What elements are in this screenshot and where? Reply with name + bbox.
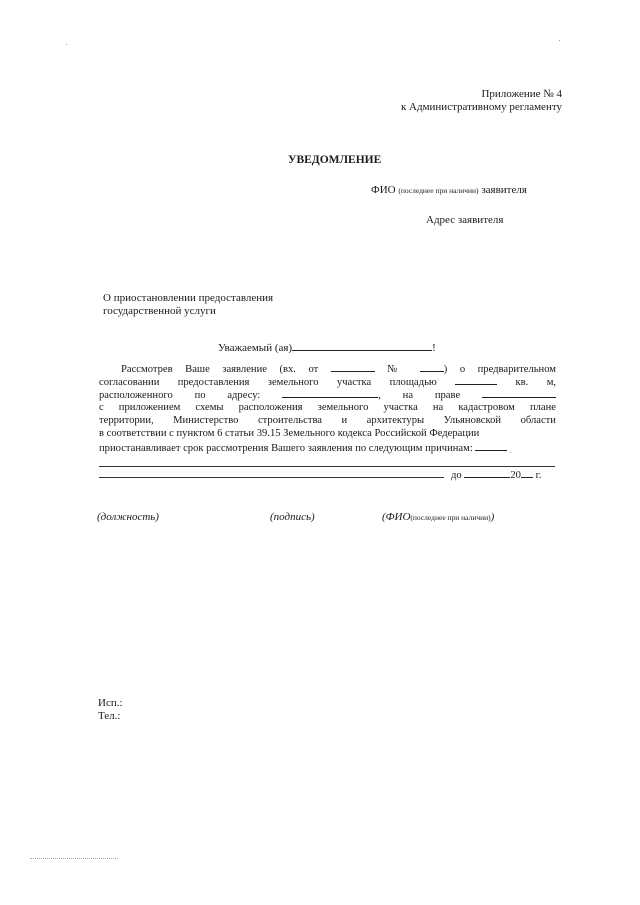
scan-artifact-line (30, 858, 118, 859)
signature-sign: (подпись) (270, 511, 315, 523)
deadline-day-blank (464, 468, 510, 478)
signature-position: (должность) (97, 511, 159, 523)
right-blank (482, 388, 556, 398)
word: архитектуры (366, 415, 425, 426)
word: Ваше (185, 364, 210, 375)
word: согласовании (99, 377, 160, 388)
body-line-6: в соответствии с пунктом 6 статьи 39.15 Земельного кодекса Российской Федерации (99, 428, 480, 439)
reason-line-1 (99, 466, 555, 467)
salutation-end: ! (432, 342, 436, 354)
word: , (378, 390, 381, 401)
word: участка (336, 377, 372, 388)
body-line-7 (99, 441, 507, 455)
word: праве (434, 390, 461, 401)
applicant-address: Адрес заявителя (426, 214, 504, 226)
recipient-name-blank (292, 341, 432, 351)
word: предварительном (477, 364, 557, 375)
signature-fio-note: (последнее при наличии) (410, 513, 491, 522)
date-blank (331, 362, 375, 372)
word: территории, (99, 415, 154, 426)
body-line-4: с приложением схемы расположения земельного участка на кадастровом плане (99, 402, 556, 413)
word: земельного (267, 377, 319, 388)
subject-line-2: государственной услуги (103, 305, 216, 317)
word: Министерство (173, 415, 239, 426)
scan-artifact-dot (510, 452, 511, 453)
signature-fio-label: (ФИО (382, 511, 411, 523)
word: от (308, 364, 319, 375)
applicant-fio (371, 184, 527, 196)
word: по (194, 390, 206, 401)
salutation (218, 341, 436, 354)
word: ) (443, 364, 448, 375)
body-line-3 (99, 388, 556, 402)
applicant-fio-note: (последнее при наличии) (398, 186, 479, 195)
deadline-year-blank (521, 468, 533, 478)
word: кв. (515, 377, 529, 388)
appendix-reference: к Административному регламенту (400, 101, 562, 113)
address-blank (282, 388, 378, 398)
phone-label: Тел.: (98, 710, 121, 722)
word: Ульяновской (443, 415, 502, 426)
word: 20 (510, 470, 521, 481)
subject-line-1: О приостановлении предоставления (103, 292, 274, 304)
reason-line-2 (99, 477, 444, 478)
word: м, (546, 377, 557, 388)
applicant-fio-suffix: заявителя (481, 184, 527, 196)
area-blank (455, 375, 497, 385)
word: приостанавливает срок рассмотрения Вашего заявления по следующим причинам: (99, 443, 473, 454)
reasons-blank (475, 441, 507, 451)
word: заявление (222, 364, 267, 375)
body-line-2 (99, 375, 556, 389)
word: на (402, 390, 414, 401)
applicant-fio-prefix: ФИО (371, 184, 396, 196)
signature-fio (382, 511, 494, 523)
word: № (387, 364, 408, 375)
scan-artifact-dot (559, 40, 560, 41)
word: Рассмотрев (121, 364, 173, 375)
word: области (520, 415, 556, 426)
body-line-1 (121, 362, 556, 376)
word: площадью (389, 377, 437, 388)
word: о (459, 364, 466, 375)
deadline (451, 468, 541, 482)
word: строительства (257, 415, 323, 426)
word: до (451, 470, 462, 481)
word: предоставления (177, 377, 250, 388)
executor-label: Исп.: (98, 697, 123, 709)
body-line-5 (99, 415, 556, 427)
scan-artifact-dot (66, 44, 67, 45)
document-title: УВЕДОМЛЕНИЕ (288, 154, 382, 166)
word: г. (535, 470, 542, 481)
word: (вх. (279, 364, 296, 375)
signature-fio-close: ) (490, 511, 495, 523)
number-blank (420, 362, 444, 372)
word: расположенного (99, 390, 173, 401)
word: и (341, 415, 348, 426)
salutation-text: Уважаемый (ая) (218, 342, 293, 354)
appendix-number: Приложение № 4 (481, 88, 562, 100)
word: адресу: (227, 390, 261, 401)
